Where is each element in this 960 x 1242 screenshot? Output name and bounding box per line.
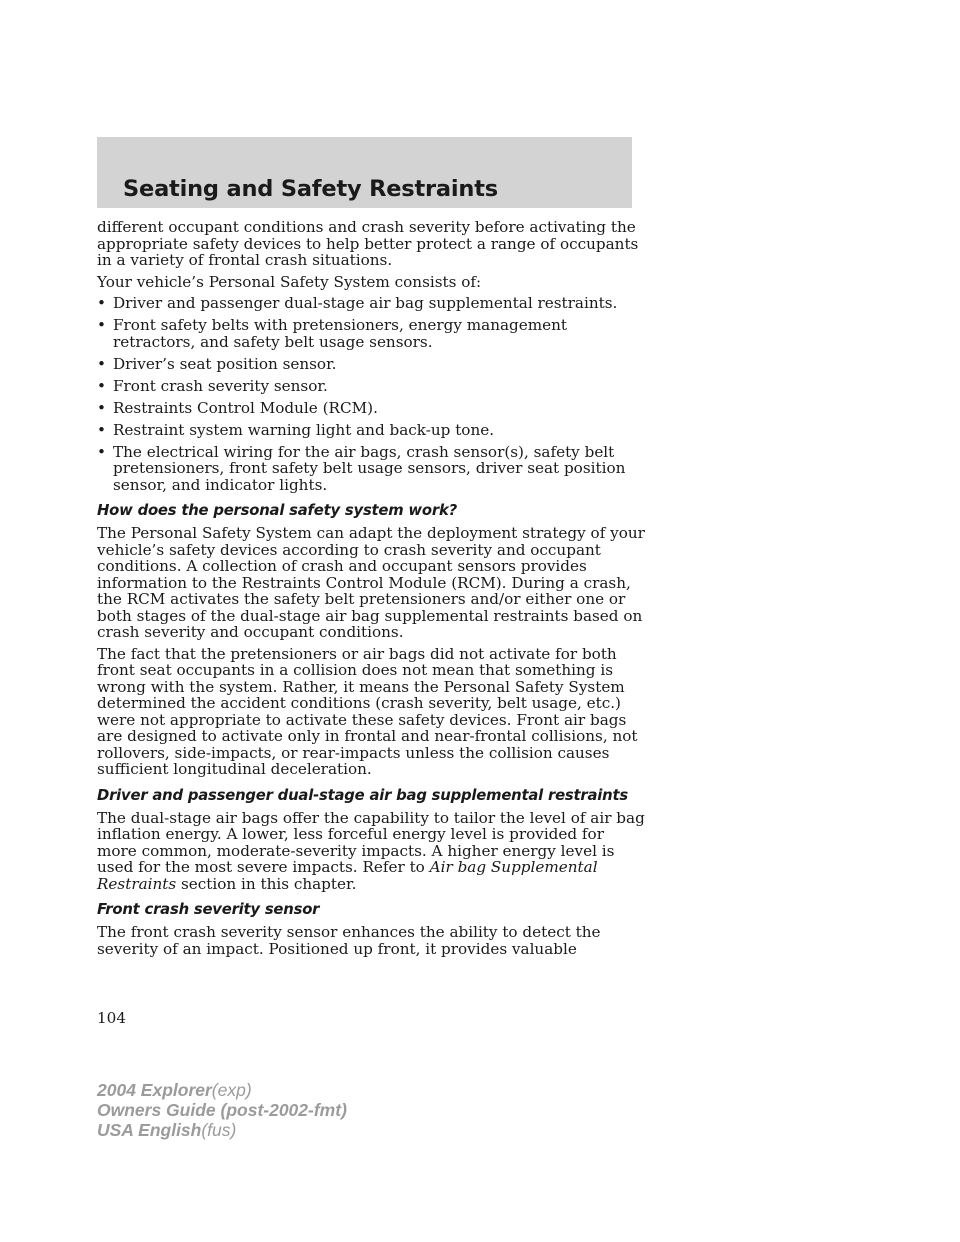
how-system-works-paragraph-2: The fact that the pretensioners or air bags did not activate for both front seat occupants in a collision does not mean that something is wrong with the system. Rather, it means the Personal Safety System determined the accident conditions (crash severity, belt usage, etc.) were not appropriate to activate these safety devices. Front air bags are designed to activate only in frontal and near-frontal collisions, not rollovers, side-impacts, or rear-impacts unless the collision causes sufficient longitudinal deceleration.: [97, 644, 638, 778]
footer-language-code: (fus): [201, 1120, 237, 1140]
page-number: 104: [97, 1009, 126, 1027]
list-item: [97, 356, 645, 373]
list-item: [97, 444, 645, 494]
page-content: [97, 219, 645, 962]
footer-model-code: (exp): [211, 1080, 252, 1100]
list-item-text: Driver’s seat position sensor.: [113, 354, 337, 373]
footer-line-1: [97, 1080, 347, 1100]
list-item: [97, 295, 645, 312]
how-system-works-paragraph-1: The Personal Safety System can adapt the deployment strategy of your vehicle’s safety devices according to crash severity and occupant conditions. A collection of crash and occupant sensors provides information to the Restraints Control Module (RCM). During a crash, the RCM activates the safety belt pretensioners and/or either one or both stages of the dual-stage air bag supplemental restraints based on crash severity and occupant conditions.: [97, 524, 645, 641]
list-item: [97, 422, 645, 439]
dual-stage-text: The dual-stage air bags offer the capability to tailor the level of air bag inflation energy. A lower, less forceful energy level is provided for more common, moderate-severity impacts. A higher energy level is used for the most severe impacts. Refer to: [97, 808, 645, 876]
components-list: [97, 295, 645, 493]
list-item-text: Front crash severity sensor.: [113, 376, 328, 395]
list-item: [97, 400, 645, 417]
bullet-icon: •: [97, 398, 106, 417]
list-item-text: Restraints Control Module (RCM).: [113, 398, 378, 417]
footer-line-2: [97, 1100, 347, 1120]
footer-model: 2004 Explorer: [97, 1080, 212, 1100]
intro-paragraph: different occupant conditions and crash severity before activating the appropriate safety devices to help better protect a range of occupants in a variety of frontal crash situations.: [97, 218, 639, 269]
dual-stage-text-end: section in this chapter.: [176, 874, 357, 893]
list-item-text: Restraint system warning light and back-up tone.: [113, 420, 495, 439]
bullet-icon: •: [97, 316, 106, 334]
front-crash-sensor-paragraph: The front crash severity sensor enhances the ability to detect the severity of an impact. Positioned up front, it provides valuable: [97, 923, 601, 958]
air-bag-reference: Air bag Supplemental Restraints: [97, 858, 598, 893]
heading-front-crash-sensor: Front crash severity sensor: [97, 901, 320, 918]
list-item-text: Driver and passenger dual-stage air bag supplemental restraints.: [113, 294, 618, 312]
document-footer: [97, 1080, 347, 1140]
consists-intro: Your vehicle’s Personal Safety System consists of:: [97, 272, 482, 291]
bullet-icon: •: [97, 376, 106, 395]
heading-dual-stage-air-bags: Driver and passenger dual-stage air bag supplemental restraints: [97, 786, 628, 804]
list-item-text: Front safety belts with pretensioners, energy management retractors, and safety belt usage sensors.: [113, 316, 568, 351]
bullet-icon: •: [97, 420, 106, 439]
dual-stage-paragraph: [97, 810, 645, 893]
bullet-icon: •: [97, 294, 106, 312]
section-title: Seating and Safety Restraints: [123, 176, 498, 202]
list-item: [97, 378, 645, 395]
footer-guide-format: Owners Guide (post-2002-fmt): [97, 1100, 347, 1120]
bullet-icon: •: [97, 354, 106, 373]
footer-language: USA English: [97, 1120, 202, 1140]
heading-how-system-works: How does the personal safety system work?: [97, 502, 457, 519]
list-item: [97, 317, 645, 350]
bullet-icon: •: [97, 442, 106, 461]
footer-line-3: [97, 1120, 347, 1140]
list-item-text: The electrical wiring for the air bags, crash sensor(s), safety belt pretensioners, front safety belt usage sensors, driver seat position sensor, and indicator lights.: [113, 442, 626, 494]
